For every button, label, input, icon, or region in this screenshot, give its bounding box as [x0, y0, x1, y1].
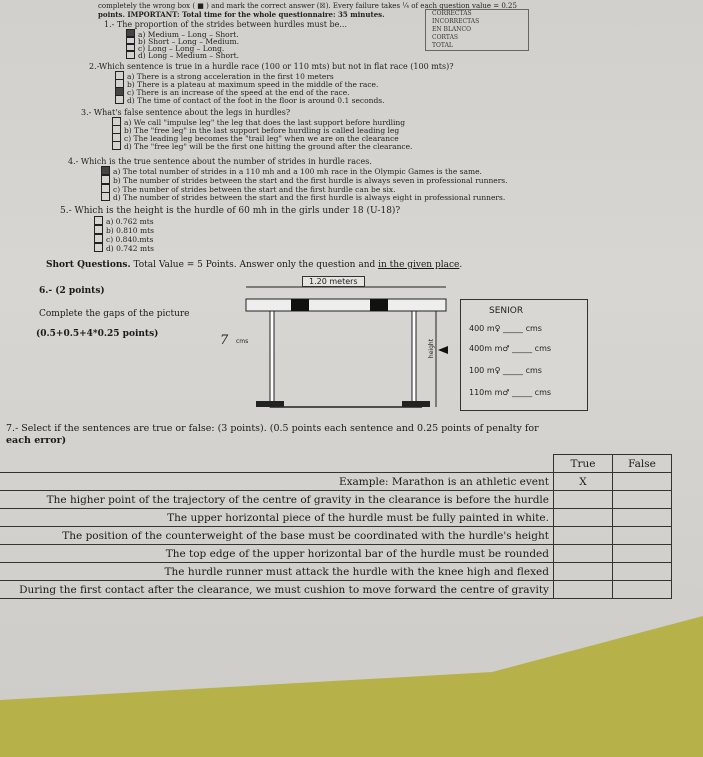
sentence-cell: During the first contact after the clearance, we must cushion to move forward the centre of gravity: [0, 581, 554, 599]
width-label: 1.20 meters: [302, 276, 365, 287]
question-4: 4.- Which is the true sentence about the number of strides in hurdle races.: [68, 157, 372, 166]
q5-option-a[interactable]: a) 0.762 mts: [94, 216, 154, 226]
table-corner: [0, 455, 554, 473]
true-cell[interactable]: [554, 509, 613, 527]
question-2: 2.-Which sentence is true in a hurdle race (100 or 110 mts) but not in flat race (100 mts)?: [89, 62, 454, 71]
q3-option-a[interactable]: a) We call "impulse leg" the leg that does the last support before hurdling: [112, 117, 405, 127]
q6-description: Complete the gaps of the picture: [39, 309, 190, 319]
q4-option-d[interactable]: d) The number of strides between the start and the first hurdle is always eight in professional runners.: [101, 192, 505, 202]
q1-option-d[interactable]: d) Long – Medium – Short.: [126, 50, 239, 60]
table-row: [0, 473, 672, 491]
left-gap-value: 7: [220, 333, 229, 348]
q5-option-b[interactable]: b) 0.810 mts: [94, 225, 154, 235]
hurdle-left-post: [270, 311, 274, 407]
hurdle-top-bar: [246, 299, 446, 311]
score-blank: EN BLANCO: [432, 26, 472, 33]
true-cell[interactable]: [554, 563, 613, 581]
sentence-cell: The higher point of the trajectory of the centre of gravity in the clearance is before the hurdle: [0, 491, 554, 509]
q7-title-continued: each error): [6, 435, 67, 446]
q5-option-c[interactable]: c) 0.840.mts: [94, 234, 153, 244]
table-row: [0, 545, 672, 563]
q2-option-c[interactable]: c) There is an increase of the speed at the end of the race.: [115, 87, 350, 97]
checkbox[interactable]: [126, 50, 135, 59]
senior-row-100f: 100 m♀ _____ cms: [469, 366, 542, 375]
table-row: [0, 581, 672, 599]
q6-points: (0.5+0.5+4*0.25 points): [36, 329, 159, 339]
short-questions-header: Short Questions. Total Value = 5 Points. Answer only the question and in the given place.: [46, 260, 463, 270]
checkbox[interactable]: [112, 141, 121, 150]
q4-option-a[interactable]: a) The total number of strides in a 110 mh and a 100 mh race in the Olympic Games is the same.: [101, 166, 482, 176]
q1-option-b[interactable]: b) Short – Long – Medium.: [126, 36, 239, 46]
false-cell[interactable]: [613, 563, 672, 581]
sentence-cell: The top edge of the upper horizontal bar of the hurdle must be rounded: [0, 545, 554, 563]
senior-row-110m: 110m m♂ _____ cms: [469, 388, 552, 397]
false-cell[interactable]: [613, 581, 672, 599]
q2-option-a[interactable]: a) There is a strong acceleration in the first 10 meters: [115, 71, 334, 81]
score-short: CORTAS: [432, 34, 459, 41]
false-cell[interactable]: [613, 491, 672, 509]
false-cell[interactable]: [613, 473, 672, 491]
arrow-icon: [438, 346, 448, 354]
false-cell[interactable]: [613, 527, 672, 545]
checkbox[interactable]: [94, 216, 103, 225]
q3-option-b[interactable]: b) The "free leg" in the last support before hurdling is called leading leg: [112, 125, 399, 135]
q2-option-d[interactable]: d) The time of contact of the foot in the floor is around 0.1 seconds.: [115, 95, 384, 105]
question-1: 1.- The proportion of the strides between hurdles must be...: [104, 20, 347, 29]
instructions-line-1: completely the wrong box ( ■ ) and mark the correct answer (☒). Every failure takes ¼ of each question value = 0.25: [98, 2, 517, 10]
true-cell[interactable]: X: [554, 473, 613, 491]
q3-option-d[interactable]: d) The "free leg" will be the first one hitting the ground after the clearance.: [112, 141, 412, 151]
true-cell[interactable]: [554, 527, 613, 545]
checkbox[interactable]: [94, 225, 103, 234]
true-false-table: [0, 454, 672, 599]
table-row: [0, 491, 672, 509]
q5-option-d[interactable]: d) 0.742 mts: [94, 243, 154, 253]
senior-heights-box: [460, 299, 588, 411]
hurdle-right-post: [412, 311, 416, 407]
instructions-line-2: points. IMPORTANT: Total time for the whole questionnaire: 35 minutes.: [98, 10, 385, 19]
q1-option-c[interactable]: c) Long – Long – Long.: [126, 43, 224, 53]
table-row: [0, 527, 672, 545]
left-gap-unit: cms: [236, 338, 249, 345]
q4-option-b[interactable]: b) The number of strides between the start and the first hurdle is always seven in professional runners.: [101, 175, 508, 185]
false-cell[interactable]: [613, 545, 672, 563]
sentence-cell: Example: Marathon is an athletic event: [0, 473, 554, 491]
true-cell[interactable]: [554, 581, 613, 599]
table-row: [0, 563, 672, 581]
left-base: [256, 401, 284, 407]
hurdle-diagram: [240, 277, 462, 423]
table-header-row: [0, 455, 672, 473]
senior-title: SENIOR: [489, 306, 524, 316]
checkbox[interactable]: [101, 192, 110, 201]
senior-row-400f: 400 m♀ _____ cms: [469, 324, 542, 333]
question-3: 3.- What's false sentence about the legs in hurdles?: [81, 108, 291, 117]
checkbox[interactable]: [94, 243, 103, 252]
height-label: height: [428, 338, 436, 359]
score-incorrect: INCORRECTAS: [432, 18, 480, 25]
score-total: TOTAL: [432, 42, 453, 49]
sentence-cell: The position of the counterweight of the base must be coordinated with the hurdle's height: [0, 527, 554, 545]
q6-title: 6.- (2 points): [39, 286, 105, 296]
score-correct: CORRECTAS: [432, 10, 472, 17]
col-true: True: [554, 455, 613, 473]
q4-option-c[interactable]: c) The number of strides between the start and the first hurdle can be six.: [101, 184, 396, 194]
q2-option-b[interactable]: b) There is a plateau at maximum speed in the middle of the race.: [115, 79, 378, 89]
checkbox[interactable]: [101, 175, 110, 184]
q7-title: 7.- Select if the sentences are true or false: (3 points). (0.5 points each sentence and 0.25 points of penalty for: [6, 423, 539, 434]
sentence-cell: The hurdle runner must attack the hurdle with the knee high and flexed: [0, 563, 554, 581]
true-cell[interactable]: [554, 545, 613, 563]
checkbox[interactable]: [94, 234, 103, 243]
bar-stripe: [291, 299, 309, 311]
checkbox[interactable]: [115, 95, 124, 104]
right-base: [402, 401, 430, 407]
col-false: False: [613, 455, 672, 473]
score-box: [425, 9, 529, 51]
true-cell[interactable]: [554, 491, 613, 509]
sentence-cell: The upper horizontal piece of the hurdle must be fully painted in white.: [0, 509, 554, 527]
bar-stripe: [370, 299, 388, 311]
checkbox-checked[interactable]: [101, 166, 110, 175]
q1-option-a[interactable]: a) Medium – Long – Short.: [126, 29, 239, 39]
question-5: 5.- Which is the height is the hurdle of 60 mh in the girls under 18 (U-18)?: [60, 206, 401, 216]
false-cell[interactable]: [613, 509, 672, 527]
table-row: [0, 509, 672, 527]
q3-option-c[interactable]: c) The leading leg becomes the "trail leg" when we are on the clearance: [112, 133, 399, 143]
senior-row-400m: 400m m♂ _____ cms: [469, 344, 552, 353]
